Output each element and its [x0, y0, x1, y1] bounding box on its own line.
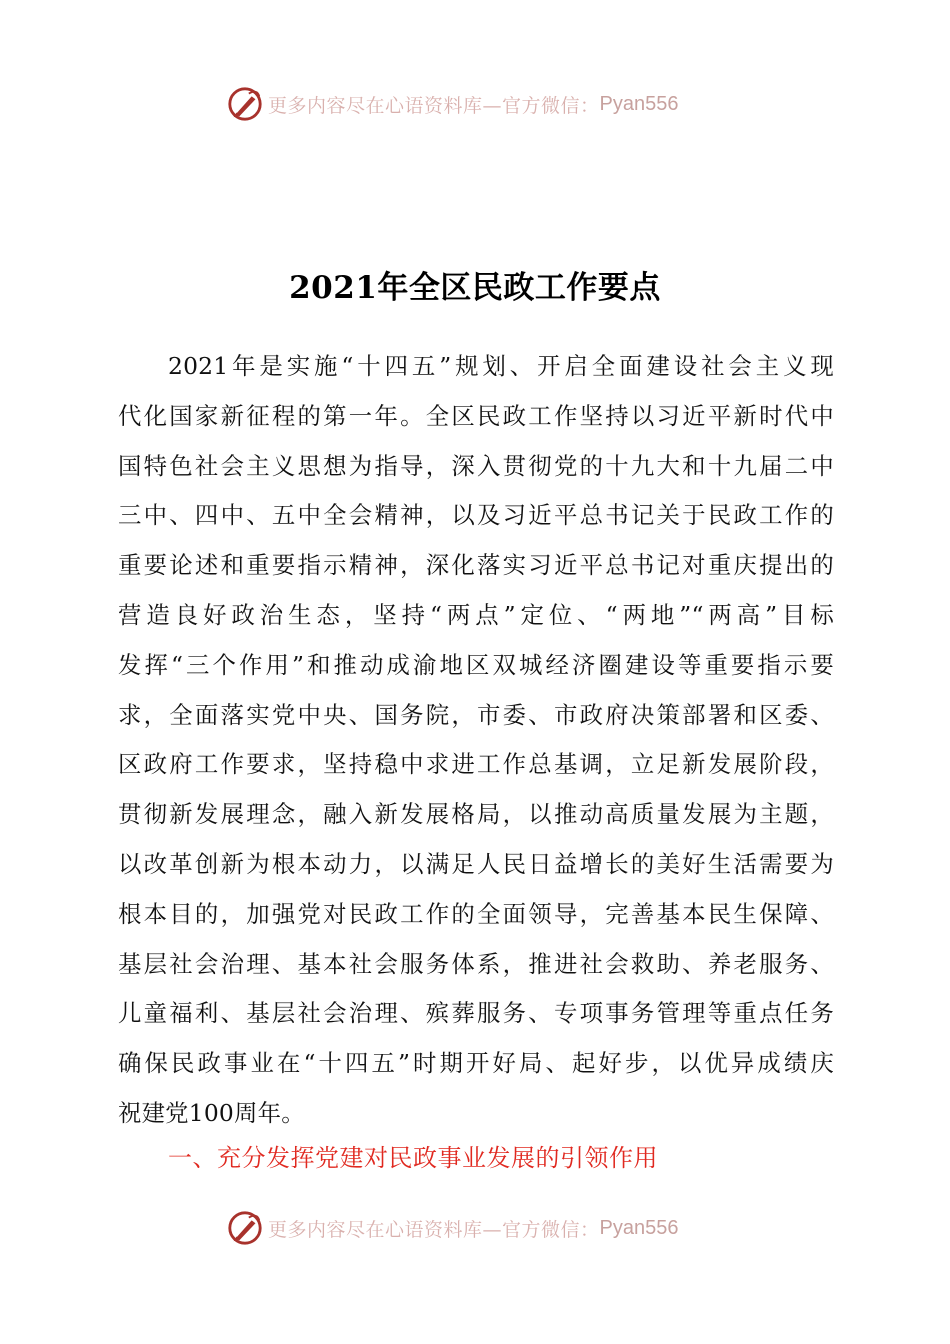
paragraph-line: 营造良好政治生态，坚持“两点”定位、“两地”“两高”目标	[118, 600, 834, 629]
watermark-wechat-id: Pyan556	[599, 1216, 679, 1239]
watermark-header	[226, 84, 746, 124]
paragraph-line: 基层社会治理、基本社会服务体系，推进社会救助、养老服务、	[118, 949, 834, 978]
section-heading: 一、充分发挥党建对民政事业发展的引领作用	[168, 1144, 658, 1172]
watermark-text: 更多内容尽在心语资料库—官方微信：	[268, 1218, 600, 1241]
watermark-text: 更多内容尽在心语资料库—官方微信：	[268, 94, 600, 117]
paragraph-line: 贯彻新发展理念，融入新发展格局，以推动高质量发展为主题，	[118, 800, 834, 829]
intro-paragraph	[118, 342, 834, 1139]
paragraph-line: 代化国家新征程的第一年。全区民政工作坚持以习近平新时代中	[118, 401, 834, 430]
paragraph-line: 发挥“三个作用”和推动成渝地区双城经济圈建设等重要指示要	[118, 650, 834, 679]
paragraph-line: 儿童福利、基层社会治理、殡葬服务、专项事务管理等重点任务	[118, 999, 834, 1028]
pen-circle-logo-icon	[226, 1209, 264, 1247]
watermark-wechat-id: Pyan556	[599, 92, 679, 115]
paragraph-line: 三中、四中、五中全会精神，以及习近平总书记关于民政工作的	[118, 501, 834, 530]
paragraph-line: 以改革创新为根本动力，以满足人民日益增长的美好生活需要为	[118, 849, 834, 878]
paragraph-line: 区政府工作要求，坚持稳中求进工作总基调，立足新发展阶段，	[118, 750, 834, 779]
paragraph-line: 求，全面落实党中央、国务院，市委、市政府决策部署和区委、	[118, 700, 834, 729]
paragraph-line: 重要论述和重要指示精神，深化落实习近平总书记对重庆提出的	[118, 551, 834, 580]
document-title: 2021年全区民政工作要点	[289, 270, 661, 306]
watermark-footer	[226, 1208, 746, 1248]
pen-circle-logo-icon	[226, 85, 264, 123]
paragraph-line: 根本目的，加强党对民政工作的全面领导，完善基本民生保障、	[118, 899, 834, 928]
paragraph-line: 2021年是实施“十四五”规划、开启全面建设社会主义现	[168, 352, 834, 380]
paragraph-line: 确保民政事业在“十四五”时期开好局、起好步，以优异成绩庆	[118, 1049, 834, 1078]
paragraph-line: 祝建党100周年。	[118, 1098, 305, 1127]
paragraph-line: 国特色社会主义思想为指导，深入贯彻党的十九大和十九届二中	[118, 451, 834, 480]
